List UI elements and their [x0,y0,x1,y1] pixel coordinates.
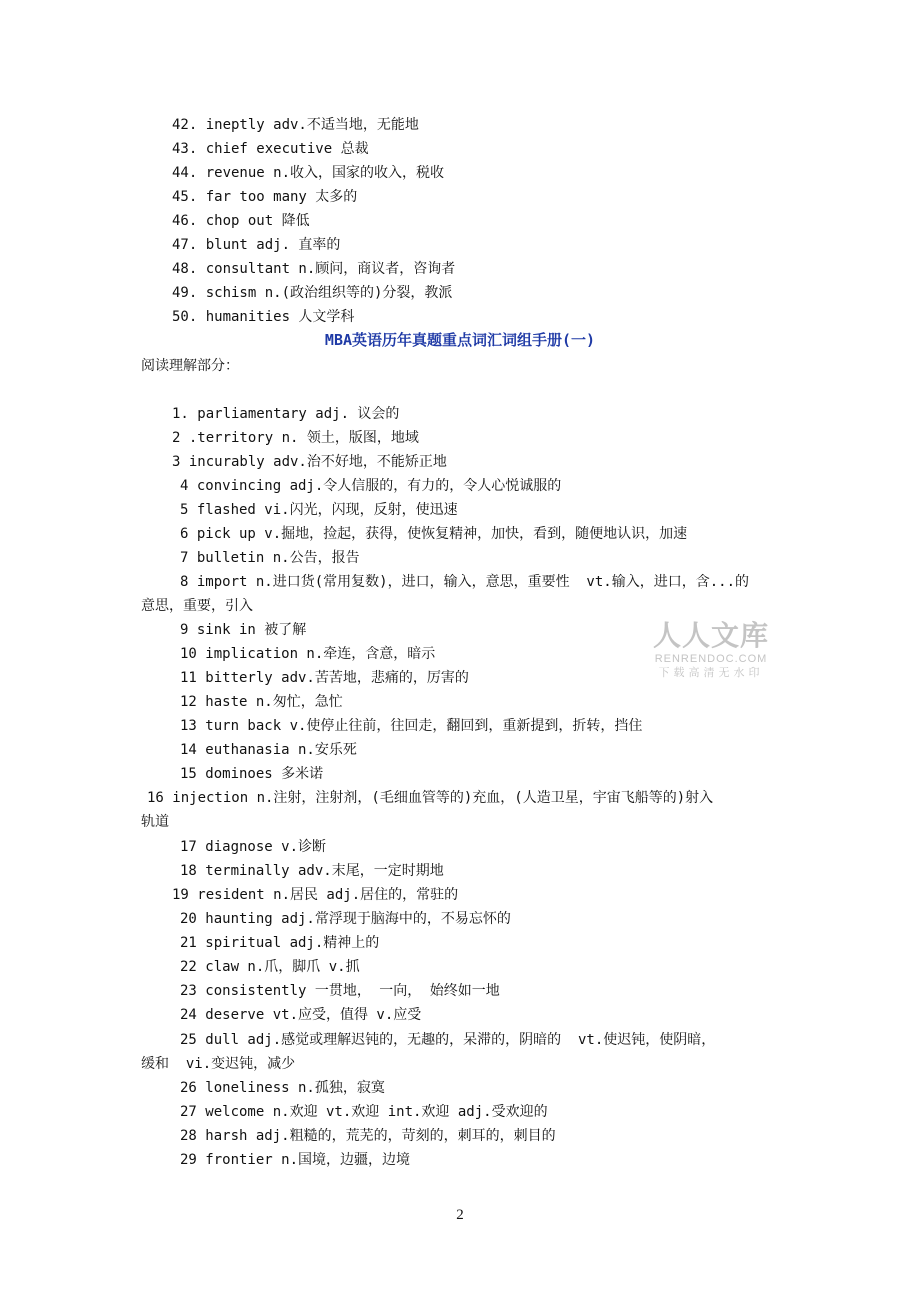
top-list-item: 42. ineptly adv.不适当地，无能地 [172,117,419,133]
watermark-domain: RENRENDOC.COM [654,653,768,665]
vocab-item: 11 bitterly adv.苦苦地，悲痛的，厉害的 [180,670,469,686]
vocab-item: 20 haunting adj.常浮现于脑海中的，不易忘怀的 [180,911,511,927]
vocab-item: 9 sink in 被了解 [180,622,307,638]
vocab-item: 17 diagnose v.诊断 [180,839,327,855]
vocab-item: 25 dull adj.感觉或理解迟钝的，无趣的，呆滞的，阴暗的 vt.使迟钝，使阴暗， [180,1032,716,1048]
page-number: 2 [456,1207,464,1223]
top-list-item: 49. schism n.(政治组织等的)分裂，教派 [172,285,453,301]
top-list-item: 47. blunt adj. 直率的 [172,237,341,253]
top-list-item: 44. revenue n.收入，国家的收入，税收 [172,165,445,181]
vocab-item-continuation: 缓和 vi.变迟钝，减少 [141,1056,296,1072]
vocab-item: 15 dominoes 多米诺 [180,766,324,782]
vocab-item: 23 consistently 一贯地， 一向， 始终如一地 [180,983,500,999]
vocab-item: 8 import n.进口货(常用复数)，进口，输入，意思，重要性 vt.输入，进口，含...的 [180,574,750,590]
vocab-item: 6 pick up v.掘地，捡起，获得，使恢复精神，加快，看到，随便地认识，加速 [180,526,688,542]
section-title: MBA英语历年真题重点词汇词组手册(一) [324,331,596,349]
vocab-item: 2 .territory n. 领土，版图，地域 [172,430,419,446]
vocab-item: 4 convincing adj.令人信服的，有力的，令人心悦诚服的 [180,478,562,494]
vocab-item: 19 resident n.居民 adj.居住的，常驻的 [172,887,459,903]
vocab-item-continuation: 轨道 [141,814,169,830]
vocab-item: 13 turn back v.使停止往前，往回走，翻回到，重新提到，折转，挡住 [180,718,643,734]
top-list-item: 46. chop out 降低 [172,213,310,229]
top-list-item: 45. far too many 太多的 [172,189,358,205]
vocab-item: 16 injection n.注射，注射剂，(毛细血管等的)充血，(人造卫星，宇宙飞船等的)射入 [147,790,714,806]
top-list-item: 43. chief executive 总裁 [172,141,369,157]
watermark [646,620,776,680]
vocab-item: 10 implication n.牵连，含意，暗示 [180,646,436,662]
section-subtitle: 阅读理解部分： [141,358,239,374]
vocab-item: 7 bulletin n.公告，报告 [180,550,360,566]
top-list-item: 50. humanities 人文学科 [172,309,355,325]
vocab-item: 5 flashed vi.闪光，闪现，反射，使迅速 [180,502,458,518]
vocab-item: 21 spiritual adj.精神上的 [180,935,380,951]
vocab-item: 1. parliamentary adj. 议会的 [172,406,400,422]
vocab-item: 28 harsh adj.粗糙的，荒芜的，苛刻的，刺耳的，刺目的 [180,1128,556,1144]
vocab-item: 26 loneliness n.孤独，寂寞 [180,1080,385,1096]
vocab-item: 29 frontier n.国境，边疆，边境 [180,1152,411,1168]
vocab-item: 22 claw n.爪，脚爪 v.抓 [180,959,360,975]
vocab-item-continuation: 意思，重要，引入 [141,598,253,614]
vocab-item: 12 haste n.匆忙，急忙 [180,694,343,710]
vocab-item: 24 deserve vt.应受，值得 v.应受 [180,1007,422,1023]
watermark-tagline: 下载高清无水印 [658,667,764,679]
vocab-item: 3 incurably adv.治不好地，不能矫正地 [172,454,447,470]
vocab-item: 18 terminally adv.末尾，一定时期地 [180,863,444,879]
vocab-item: 14 euthanasia n.安乐死 [180,742,357,758]
vocab-item: 27 welcome n.欢迎 vt.欢迎 int.欢迎 adj.受欢迎的 [180,1104,548,1120]
watermark-brand: 人人文库 [652,620,769,651]
top-list-item: 48. consultant n.顾问，商议者，咨询者 [172,261,456,277]
